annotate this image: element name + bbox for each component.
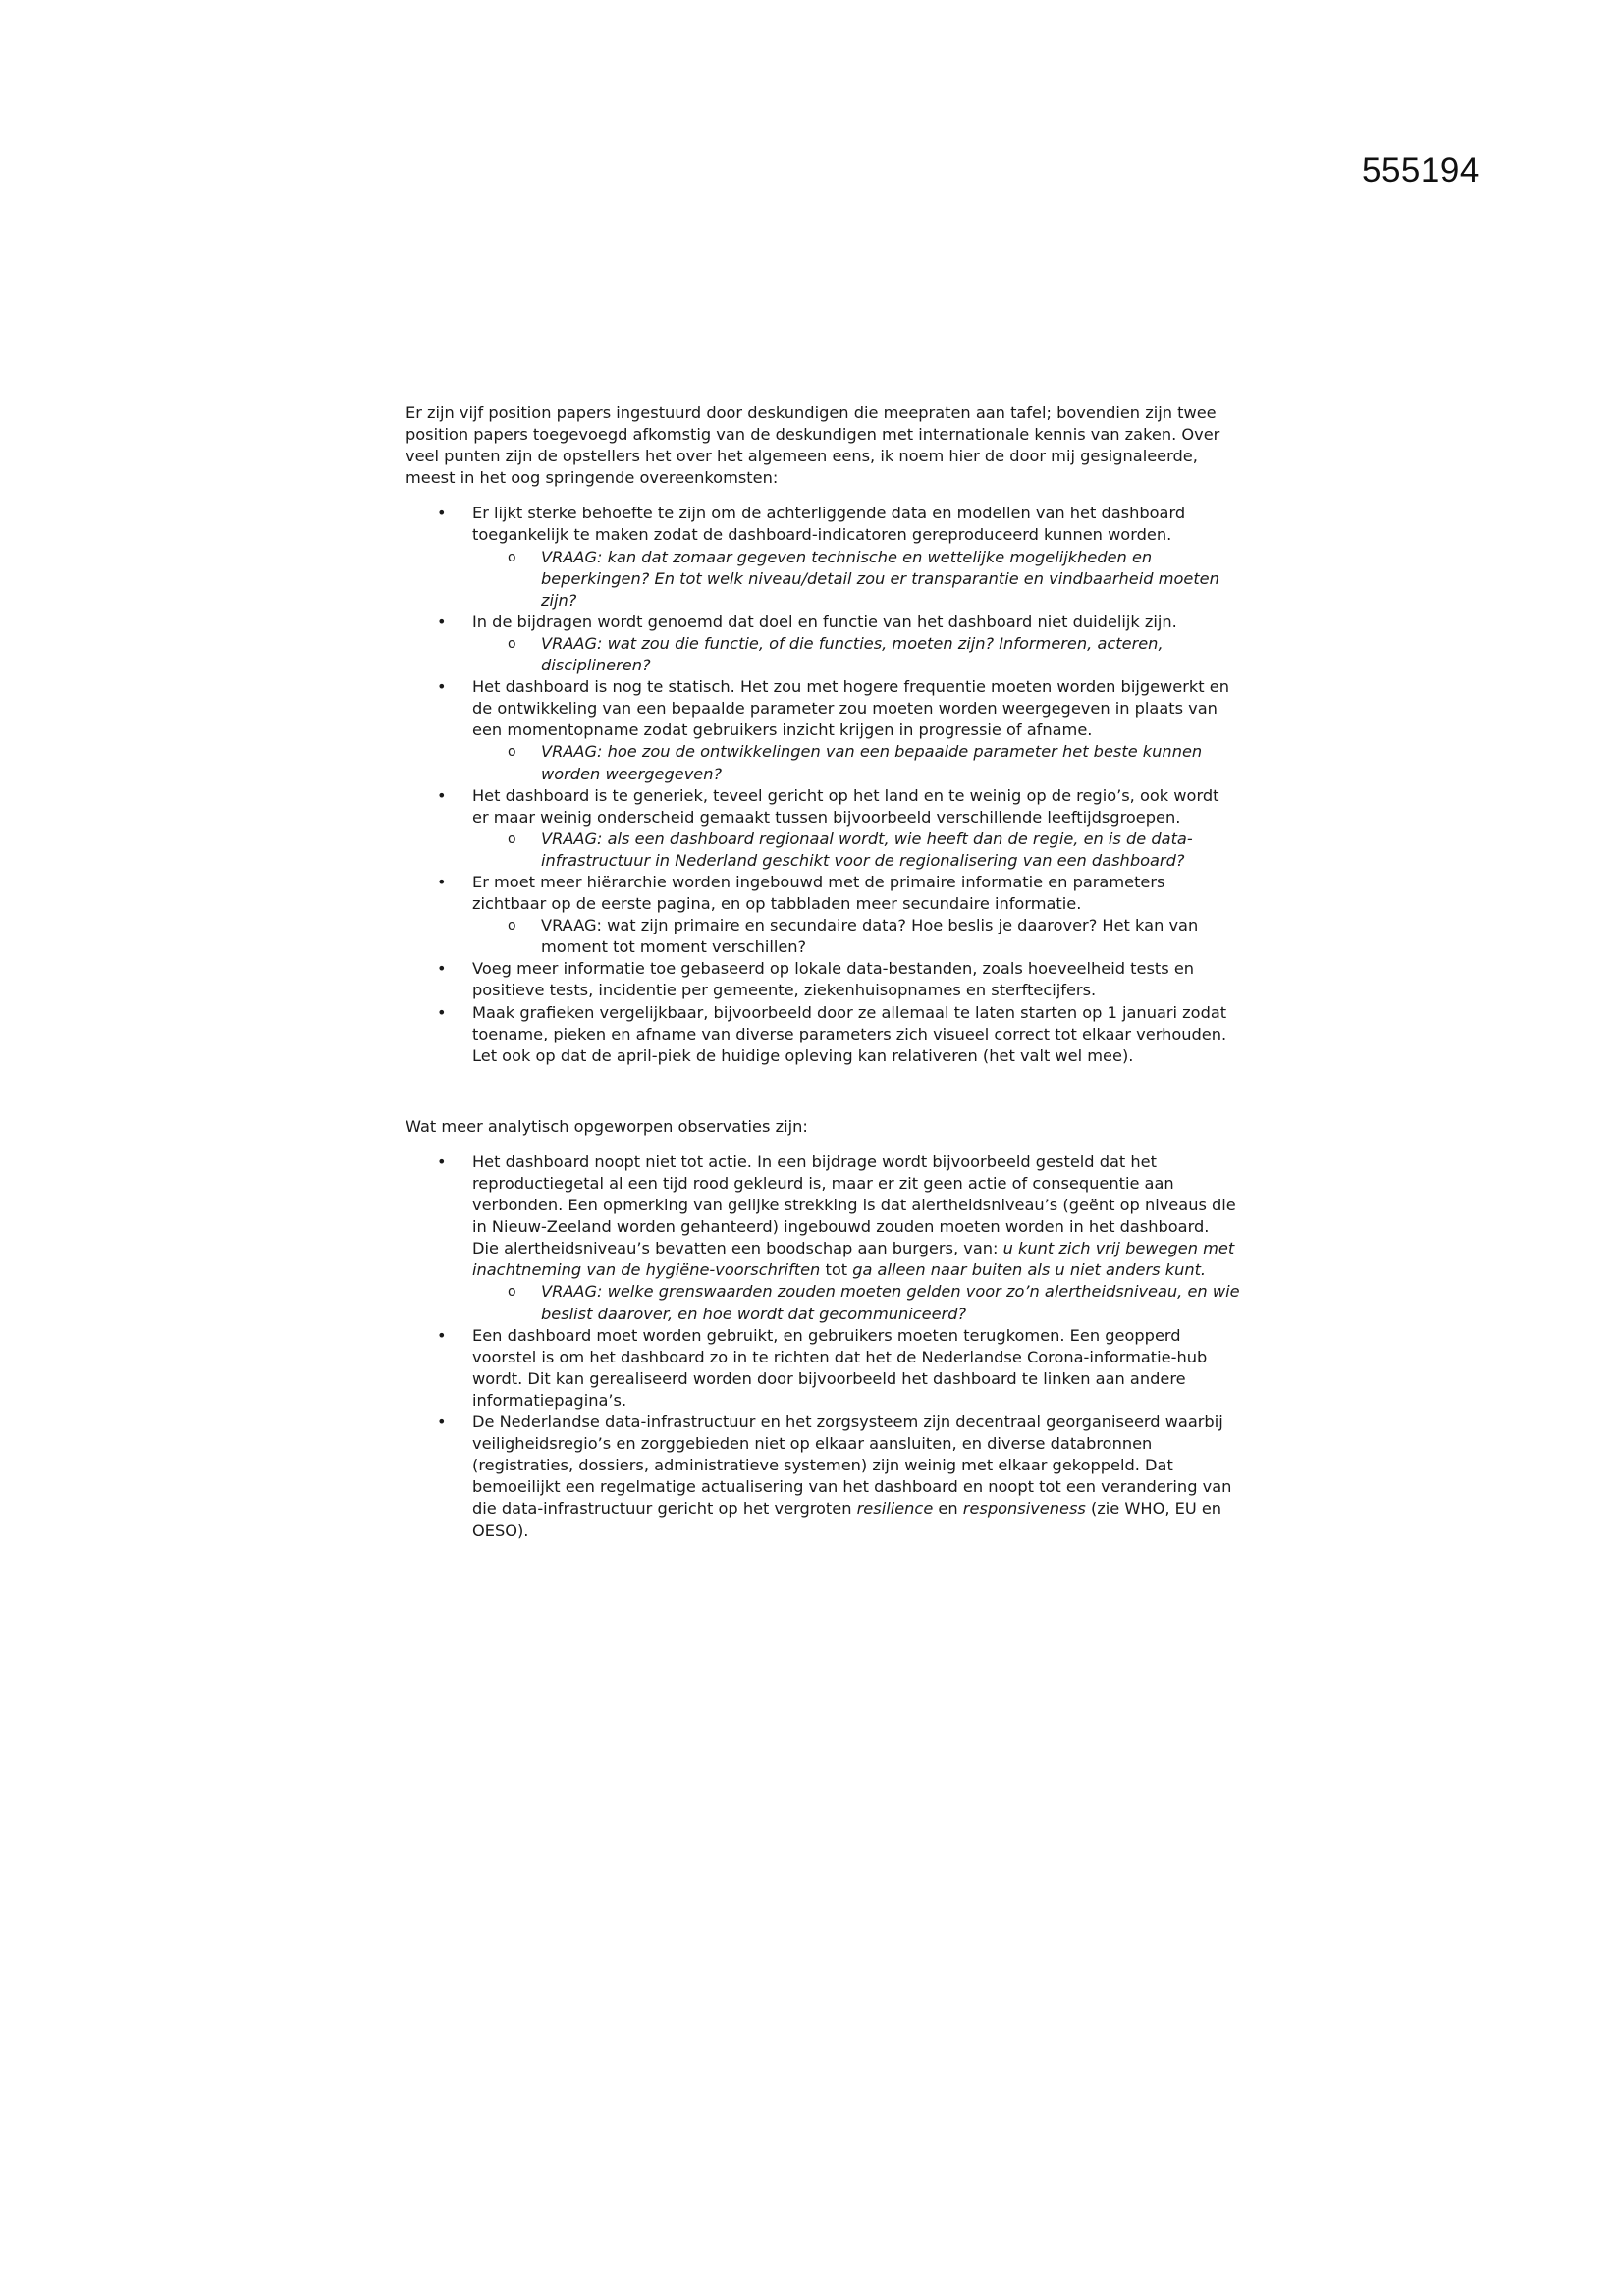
list-item-text: tot	[820, 1260, 853, 1280]
list-item-text: Een dashboard moet worden gebruikt, en gebruikers moeten terugkomen. Een geopperd voorstel is om het dashboard zo in te richten dat het de Nederlandse Corona-informatie-hub wordt. Dit kan gerealiseerd worden door bijvoorbeeld het dashboard te linken aan andere informatiepagina’s.	[472, 1325, 1208, 1410]
list-item	[406, 676, 1240, 784]
question-text: VRAAG: welke grenswaarden zouden moeten gelden voor zo’n alertheidsniveau, en wie beslist daarover, en hoe wordt dat gecommuniceerd?	[541, 1282, 1240, 1323]
list-item-italic: responsiveness	[962, 1499, 1086, 1519]
list-item-text: De Nederlandse data-infrastructuur en het zorgsysteem zijn decentraal georganiseerd waarbij veiligheidsregio’s en zorggebieden niet op elkaar aansluiten, en diverse databronnen (registraties, dossiers, administratieve systemen) zijn weinig met elkaar gekoppeld. Dat bemoeilijkt een regelmatige actualisering van het dashboard en noopt tot een verandering van die data-infrastructuur gericht op het vergroten	[472, 1413, 1232, 1519]
bullet-marker: •	[437, 504, 447, 523]
list-item-text: Er lijkt sterke behoefte te zijn om de achterliggende data en modellen van het dashboard toegankelijk te maken zodat de dashboard-indicatoren gereproduceerd kunnen worden.	[472, 504, 1186, 545]
list-item-text: Het dashboard is nog te statisch. Het zou met hogere frequentie moeten worden bijgewerkt en de ontwikkeling van een bepaalde parameter zou moeten worden weergegeven in plaats van een momentopname zodat gebruikers inzicht krijgen in progressie of afname.	[472, 677, 1229, 740]
bullet-marker: •	[437, 872, 447, 891]
sub-item	[472, 1281, 1240, 1324]
list-item-text: In de bijdragen wordt genoemd dat doel en functie van het dashboard niet duidelijk zijn.	[472, 612, 1177, 631]
list-item	[406, 612, 1240, 676]
section-spacer	[406, 1067, 1240, 1116]
list-item	[406, 958, 1240, 1001]
list-item	[406, 503, 1240, 611]
bullet-marker: •	[437, 785, 447, 805]
question-text: VRAAG: wat zijn primaire en secundaire data? Hoe beslis je daarover? Het kan van moment tot moment verschillen?	[541, 916, 1199, 957]
bullet-marker: •	[437, 1151, 447, 1171]
intro-paragraph: Er zijn vijf position papers ingestuurd door deskundigen die meepraten aan tafel; bovendien zijn twee position papers toegevoegd afkomstig van de deskundigen met internationale kennis van zaken. Over veel punten zijn de opstellers het over het algemeen eens, ik noem hier de door mij gesignaleerde, meest in het oog springende overeenkomsten:	[406, 403, 1220, 488]
document-number: 555194	[1362, 151, 1480, 189]
agreements-list	[406, 503, 1240, 1066]
sub-marker: o	[508, 1284, 516, 1301]
list-item-text: Het dashboard is te generiek, teveel gericht op het land en te weinig op de regio’s, ook wordt er maar weinig onderscheid gemaakt tussen bijvoorbeeld verschillende leeftijdsgroepen.	[472, 785, 1219, 827]
sub-list	[472, 828, 1240, 872]
list-item-italic: u kunt zich vrij bewegen met inachtneming van de hygiëne-voorschriften	[472, 1239, 1235, 1280]
bullet-marker: •	[437, 677, 447, 697]
list-item	[406, 1151, 1240, 1325]
question-text: VRAAG: wat zou die functie, of die functies, moeten zijn? Informeren, acteren, disciplineren?	[541, 633, 1164, 675]
sub-marker: o	[508, 918, 516, 934]
sub-list	[472, 1281, 1240, 1324]
analytic-intro: Wat meer analytisch opgeworpen observaties zijn:	[406, 1116, 808, 1136]
bullet-marker: •	[437, 1002, 447, 1022]
document-body	[406, 402, 1240, 1542]
sub-marker: o	[508, 549, 516, 565]
sub-marker: o	[508, 635, 516, 652]
list-item	[406, 1002, 1240, 1067]
question-text: VRAAG: hoe zou de ontwikkelingen van een bepaalde parameter het beste kunnen worden weergegeven?	[541, 742, 1203, 783]
sub-marker: o	[508, 830, 516, 847]
sub-list	[472, 741, 1240, 784]
list-item-text: Maak grafieken vergelijkbaar, bijvoorbeeld door ze allemaal te laten starten op 1 januari zodat toename, pieken en afname van diverse parameters zich visueel correct tot elkaar verhouden. Let ook op dat de april-piek de huidige opleving kan relativeren (het valt wel mee).	[472, 1002, 1227, 1065]
sub-item	[472, 741, 1240, 784]
list-item	[406, 785, 1240, 872]
sub-list	[472, 633, 1240, 676]
observations-list	[406, 1151, 1240, 1542]
sub-item	[472, 915, 1240, 958]
sub-item	[472, 547, 1240, 612]
question-text: VRAAG: als een dashboard regionaal wordt, wie heeft dan de regie, en is de data-infrastructuur in Nederland geschikt voor de regionalisering van een dashboard?	[541, 828, 1193, 870]
bullet-marker: •	[437, 959, 447, 979]
list-item-text: en	[933, 1499, 963, 1519]
sub-item	[472, 828, 1240, 872]
list-item-text: Voeg meer informatie toe gebaseerd op lokale data-bestanden, zoals hoeveelheid tests en positieve tests, incidentie per gemeente, ziekenhuisopnames en sterftecijfers.	[472, 959, 1195, 1000]
bullet-marker: •	[437, 612, 447, 631]
list-item-text: (zie WHO, EU en OESO).	[472, 1499, 1222, 1540]
sub-item	[472, 633, 1240, 676]
list-item-italic: ga alleen naar buiten als u niet anders kunt.	[852, 1260, 1207, 1280]
question-text: VRAAG: kan dat zomaar gegeven technische en wettelijke mogelijkheden en beperkingen? En tot welk niveau/detail zou er transparantie en vindbaarheid moeten zijn?	[541, 547, 1219, 610]
list-item-text: Het dashboard noopt niet tot actie. In een bijdrage wordt bijvoorbeeld gesteld dat het reproductiegetal al een tijd rood gekleurd is, maar er zit geen actie of consequentie aan verbonden. Een opmerking van gelijke strekking is dat alertheidsniveau’s (geënt op niveaus die in Nieuw-Zeeland worden gehanteerd) ingebouwd zouden moeten worden in het dashboard. Die alertheidsniveau’s bevatten een boodschap aan burgers, van:	[472, 1151, 1236, 1258]
list-item	[406, 1412, 1240, 1542]
sub-list	[472, 547, 1240, 612]
list-item	[406, 872, 1240, 958]
list-item-text: Er moet meer hiërarchie worden ingebouwd met de primaire informatie en parameters zichtbaar op de eerste pagina, en op tabbladen meer secundaire informatie.	[472, 872, 1165, 914]
bullet-marker: •	[437, 1325, 447, 1345]
sub-marker: o	[508, 744, 516, 761]
list-item	[406, 1325, 1240, 1412]
sub-list	[472, 915, 1240, 958]
list-item-italic: resilience	[856, 1499, 934, 1519]
bullet-marker: •	[437, 1413, 447, 1432]
